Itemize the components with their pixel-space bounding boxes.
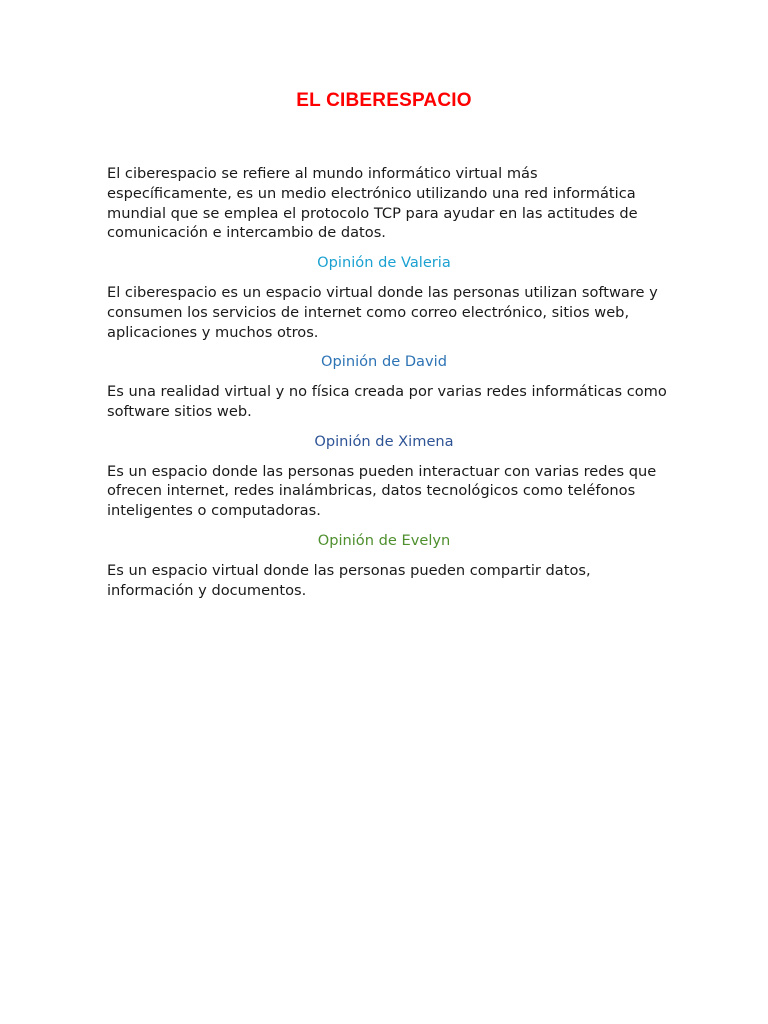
heading-opinion-evelyn: Opinión de Evelyn <box>317 531 451 549</box>
paragraph-opinion-ximena: Es un espacio donde las personas pueden interactuar con varias redes que ofrecen internet, redes inalámbricas, datos tecnológicos como teléfonos inteligentes o computadoras. <box>107 462 657 520</box>
heading-opinion-ximena: Opinión de Ximena <box>314 432 454 450</box>
heading-opinion-david: Opinión de David <box>321 353 447 371</box>
paragraph-opinion-david: Es una realidad virtual y no física creada por varias redes informáticas como software sitios web. <box>107 383 667 420</box>
document-title: EL CIBERESPACIO <box>296 90 472 111</box>
paragraph-opinion-valeria: El ciberespacio es un espacio virtual donde las personas utilizan software y consumen los servicios de internet como correo electrónico, sitios web, aplicaciones y muchos otros. <box>107 283 658 341</box>
intro-paragraph: El ciberespacio se refiere al mundo informático virtual más específicamente, es un medio electrónico utilizando una red informática mundial que se emplea el protocolo TCP para ayudar en las actitudes de comunicación e intercambio de datos. <box>107 165 638 242</box>
heading-opinion-valeria: Opinión de Valeria <box>317 254 451 272</box>
document-body <box>107 164 667 600</box>
paragraph-opinion-evelyn: Es un espacio virtual donde las personas pueden compartir datos, información y documentos. <box>107 561 591 599</box>
